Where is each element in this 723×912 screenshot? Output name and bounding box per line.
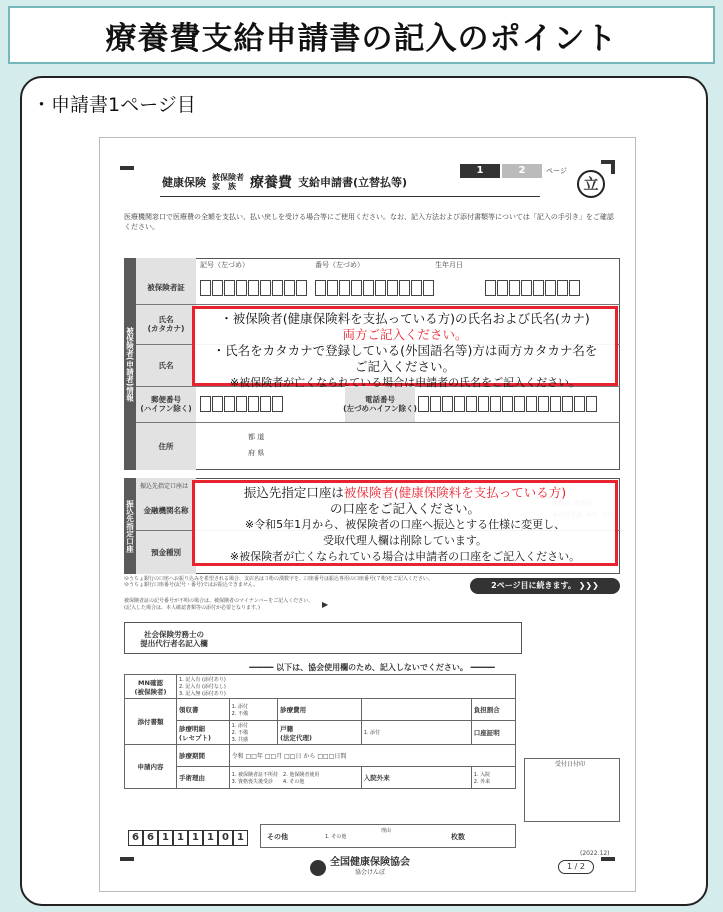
office-note: ━━━━━ 以下は、協会使用欄のため、記入しないでください。 ━━━━━ xyxy=(249,663,495,672)
office-inpatient-opts: 1. 入院 2. 外来 xyxy=(471,767,515,789)
label-postal: 郵便番号 (ハイフン除く) xyxy=(140,395,192,413)
form-title xyxy=(162,172,407,192)
agent-label-2: 提出代行者名記入欄 xyxy=(140,639,208,648)
label-phone: 電話番号 (左づめハイフン除く) xyxy=(345,386,415,422)
office-reason-tag: 理由 xyxy=(381,828,392,834)
office-inpatient: 入院外来 xyxy=(361,767,471,789)
callout2-line2: の口座をご記入ください。 xyxy=(329,501,480,516)
callout1-line5: ※被保険者が亡くなられている場合は申請者の氏名をご記入ください。 xyxy=(229,376,581,389)
card-symbol-boxes[interactable] xyxy=(200,280,307,296)
header-banner xyxy=(8,6,715,64)
form-number-digit: 6 xyxy=(143,830,158,846)
office-to: 日間 xyxy=(334,753,347,760)
form-number-digit: 1 xyxy=(158,830,173,846)
account-side-label: 振込先指定口座 xyxy=(124,478,136,574)
form-number xyxy=(128,830,248,846)
postal-boxes[interactable] xyxy=(200,396,283,412)
yucho-note-2: ゆうちょ銀行口座番号(記号・番号)ではお振込できません。 xyxy=(124,582,259,588)
card-number-boxes[interactable] xyxy=(315,280,434,296)
label-name-kana: 氏名 (カタカナ) xyxy=(147,315,185,333)
office-burden: 負担割合 xyxy=(471,699,515,721)
continue-badge: 2ページ目に続きます。 ❯❯❯ xyxy=(470,578,620,594)
form-number-digit: 1 xyxy=(188,830,203,846)
callout2-line1a: 振込先指定口座は xyxy=(243,485,344,500)
header-number: 番号（左づめ） xyxy=(315,261,364,269)
arrow-icon: ▶ xyxy=(322,600,329,609)
form-title-who xyxy=(212,173,244,191)
callout1-line4: ご記入ください。 xyxy=(354,359,455,374)
callout2-line4: 受取代理人欄は削除しています。 xyxy=(322,534,488,547)
callout-name xyxy=(192,306,618,389)
phone-boxes[interactable] xyxy=(418,396,597,412)
label-name: 氏名 xyxy=(158,360,174,370)
page-count: 1 / 2 xyxy=(558,860,594,874)
page-unit: ページ xyxy=(546,167,567,175)
registration-mark xyxy=(611,160,615,174)
office-era: 令和 xyxy=(231,753,244,760)
birth-date-boxes[interactable] xyxy=(485,280,580,296)
continue-text: 2ページ目に続きます。 xyxy=(491,581,576,590)
address-pref-1: 都 道 xyxy=(248,433,265,441)
office-attach: 添付書類 xyxy=(125,699,177,745)
office-account-proof: 口座証明 xyxy=(471,721,515,745)
org-name: 全国健康保険協会 xyxy=(330,857,410,868)
form-number-digit: 6 xyxy=(128,830,143,846)
agent-label-1: 社会保険労務士の xyxy=(144,630,204,639)
received-stamp-box xyxy=(524,758,620,822)
office-receipt-opts: 1. 添付 2. 不備 xyxy=(229,699,277,721)
form-number-digit: 0 xyxy=(218,830,233,846)
office-period-dates: 令和 □□年 □□月 □□日 から □□□日間 xyxy=(229,745,515,767)
registration-mark xyxy=(120,166,134,170)
form-title-prefix: 健康保険 xyxy=(162,176,206,189)
office-other-opt: 1. その他 xyxy=(325,834,347,840)
form-title-main: 療養費 xyxy=(250,175,292,191)
office-fee-input xyxy=(361,699,471,721)
org-sub: 協会けんぽ xyxy=(354,869,385,876)
callout2-line1b: 被保険者(健康保険料を支払っている方) xyxy=(343,485,567,500)
row-divider xyxy=(136,304,620,305)
title-underline xyxy=(160,196,540,197)
label-bank: 金融機関名称 xyxy=(143,505,189,515)
account-header: 振込先指定口座は xyxy=(140,483,189,490)
office-other: その他 xyxy=(267,833,288,841)
page-title: 療養費支給申請書の記入のポイント xyxy=(105,20,618,57)
form-number-digit: 1 xyxy=(173,830,188,846)
page-tab-1: 1 xyxy=(460,164,500,178)
callout1-line3: ・氏名をカタカナで登録している(外国語名等)方は両方カタカナ名を xyxy=(212,343,598,358)
callout2-line3: ※令和5年1月から、被保険者の口座へ振込とする仕様に変更し、 xyxy=(244,518,566,531)
office-sheets: 枚数 xyxy=(451,833,465,841)
label-card: 被保険者証 xyxy=(147,282,185,292)
office-mn: MN確認 (被保険者) xyxy=(125,675,177,699)
org-mark-icon xyxy=(310,860,326,876)
yucho-note xyxy=(124,576,454,588)
office-day: 日 xyxy=(295,753,302,760)
yucho-note-1: ゆうちょ銀行の口座へお振り込みを希望される場合、支店名は３桁の漢数字を、口座番号は振込専用の口座番号(７桁)をご記入ください。 xyxy=(124,576,433,582)
header-birth: 生年月日 xyxy=(435,261,463,269)
page-tab-2: 2 xyxy=(502,164,542,178)
callout1-line2: 両方ご記入ください。 xyxy=(342,327,468,342)
office-period: 診療期間 xyxy=(177,745,230,767)
callout2-line5: ※被保険者が亡くなられている場合は申請者の口座をご記入ください。 xyxy=(229,550,581,563)
office-month: 月 xyxy=(276,753,283,760)
callout1-line1: ・被保険者(健康保険料を支払っている方)の氏名および氏名(カナ) xyxy=(220,311,590,326)
office-table xyxy=(124,674,516,789)
form-intro: 医療機関窓口で医療費の全額を支払い、払い戻しを受ける場合等にご使用ください。なお、記入方法および添付書類等については「記入の手引き」をご確認ください。 xyxy=(124,213,614,231)
office-reason-opts: 1. 被保険者証不所持 2. 他保険者使用 3. 資格喪失後受診 4. その他 xyxy=(229,767,361,789)
org-logo xyxy=(310,858,410,878)
label-account-type: 預金種別 xyxy=(151,547,181,557)
registration-mark xyxy=(120,857,134,861)
office-receipt: 領収書 xyxy=(177,699,230,721)
label-address: 住所 xyxy=(158,441,174,451)
callout-account xyxy=(192,480,618,566)
form-title-suffix: 支給申請書(立替払等) xyxy=(298,176,408,189)
insured-side-label: 被保険者(申請者)情報 xyxy=(124,258,136,470)
title-who-family: 家 族 xyxy=(212,182,236,191)
form-version: (2022.12) xyxy=(580,850,610,857)
office-contents: 申請内容 xyxy=(125,745,177,789)
office-mn-opts: 1. 記入有 (添付あり) 2. 記入有 (添付なし) 3. 記入無 (添付あり) xyxy=(177,675,516,699)
agent-label xyxy=(129,625,219,653)
mynumber-note-1: 被保険者証の記号番号が不明の場合は、被保険者のマイナンバーをご記入ください。 xyxy=(124,598,314,604)
form-number-digit: 1 xyxy=(203,830,218,846)
form-stamp: 立 xyxy=(577,170,605,198)
office-detail-opts: 1. 添付 2. 不備 3. 共感 xyxy=(229,721,277,745)
form-number-digit: 1 xyxy=(233,830,248,846)
office-family-opt: 1. 添付 xyxy=(361,721,471,745)
header-symbol: 記号（左づめ） xyxy=(200,261,249,269)
office-year: 年 xyxy=(256,753,263,760)
office-detail: 診療明細 (レセプト) xyxy=(177,721,230,745)
section-label: ・申請書1ページ目 xyxy=(32,94,196,116)
office-family: 戸籍 (法定代理) xyxy=(278,721,362,745)
received-label: 受付日付印 xyxy=(555,761,586,768)
content-panel xyxy=(20,76,708,906)
title-who-insured: 被保険者 xyxy=(212,173,244,182)
office-reason: 手術理由 xyxy=(177,767,230,789)
office-note-text: 以下は、協会使用欄のため、記入しないでください。 xyxy=(276,663,468,672)
office-clinic-fee: 診療費用 xyxy=(278,699,362,721)
office-from: から xyxy=(303,753,316,760)
mynumber-note xyxy=(124,598,344,612)
mynumber-note-2: (記入した場合は、本人確認書類等の添付が必要となります。) xyxy=(124,605,261,611)
address-pref-2: 府 県 xyxy=(248,449,265,457)
agent-box[interactable] xyxy=(124,622,522,654)
row-divider xyxy=(136,422,620,423)
other-row xyxy=(260,824,516,848)
